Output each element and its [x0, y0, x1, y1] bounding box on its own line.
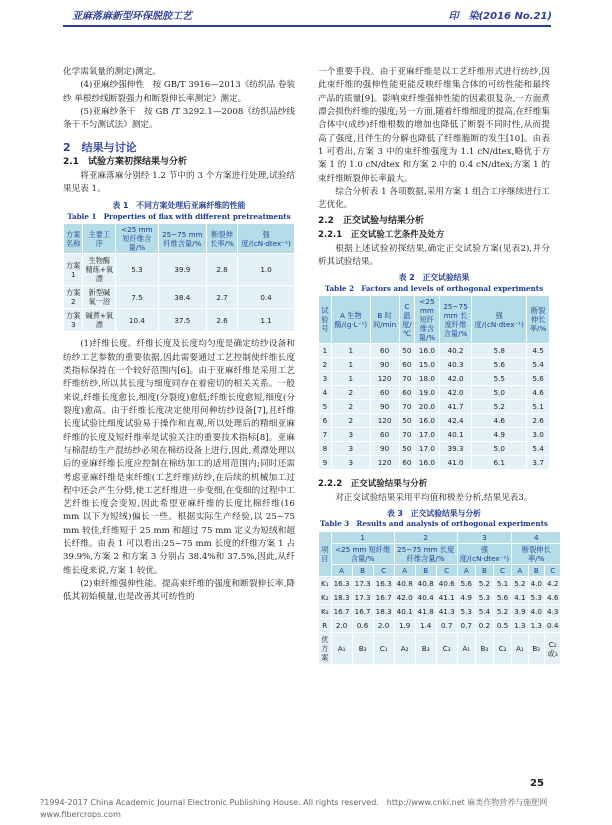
subsubsection-heading: 2.2.2 正交试验结果与分析	[318, 479, 428, 490]
table-cell: C₁	[373, 633, 394, 665]
table-cell: 18.0	[415, 372, 439, 386]
table-header-cell: A 生物酶/(g·L⁻¹)	[331, 296, 370, 344]
table-cell: 42.4	[439, 414, 472, 428]
table-cell: 2.0	[331, 619, 352, 633]
table-cell: 1	[331, 358, 370, 372]
table-cell: 16.0	[415, 414, 439, 428]
table-cell: 16.0	[415, 456, 439, 470]
table-cell: 4.9	[472, 428, 527, 442]
table-cell: 5.6	[457, 577, 475, 591]
table-cell: 4.6	[545, 591, 561, 605]
table-cell: 1.1	[238, 309, 295, 332]
running-header-title: 亚麻落麻新型环保脱胶工艺	[72, 11, 192, 22]
table-cell: 60	[370, 386, 399, 400]
table-cell: C₂	[493, 633, 511, 665]
table-cell: 39.3	[439, 442, 472, 456]
table-cell: A₁	[512, 633, 528, 665]
table-header-cell: <25 mm 短纤维含量/%	[116, 224, 158, 254]
left-column	[63, 66, 295, 605]
table-cell: 0.6	[352, 619, 373, 633]
table-cell: 5.6	[493, 591, 511, 605]
table-cell: 5	[319, 400, 332, 414]
table-cell: 37.5	[158, 309, 206, 332]
table-cell: 5.3	[475, 591, 493, 605]
table-cell: 16.7	[352, 605, 373, 619]
table-row-label: K₂	[319, 591, 332, 605]
table-cell: 5.4	[527, 442, 550, 456]
table-cell: 3.7	[527, 456, 550, 470]
table-cell: 40.6	[436, 577, 457, 591]
header-rule	[63, 25, 551, 27]
table-cell: 2	[331, 400, 370, 414]
table-cell: 5.4	[527, 358, 550, 372]
table-cell: 4.0	[528, 605, 544, 619]
table-cell: 41.1	[436, 591, 457, 605]
table-cell: 0.7	[436, 619, 457, 633]
table-header-cell: A	[512, 565, 528, 577]
table-cell: 5.6	[527, 372, 550, 386]
table-header-cell: C	[436, 565, 457, 577]
table-cell: 38.4	[158, 286, 206, 309]
table-header-cell: 2	[394, 532, 457, 544]
table-cell: 5.2	[512, 577, 528, 591]
table-cell: 17.0	[415, 428, 439, 442]
table-cell: 40.8	[394, 577, 415, 591]
table-cell: C₂或₃	[545, 633, 561, 665]
table-cell: 2.8	[207, 254, 238, 286]
table-cell: A₁	[457, 633, 475, 665]
table-cell: 5.4	[475, 605, 493, 619]
table-caption-en: Table 3 Results and analysis of orthogonal experiments	[320, 519, 548, 529]
table-cell: 5.0	[472, 442, 527, 456]
table-cell: 2.7	[207, 286, 238, 309]
table-cell: 1	[331, 372, 370, 386]
table-cell: 50	[399, 414, 415, 428]
table-cell: 18.3	[331, 591, 352, 605]
table-cell: 17.3	[352, 591, 373, 605]
table-cell: 1	[319, 344, 332, 358]
table-cell: 9	[319, 456, 332, 470]
table-cell: 方案1	[64, 254, 83, 286]
table-cell: 3	[319, 372, 332, 386]
table-cell: 16.3	[373, 577, 394, 591]
table-row	[64, 309, 295, 332]
table-header-cell: B	[352, 565, 373, 577]
table-cell: 1.3	[512, 619, 528, 633]
table-cell: 6	[319, 414, 332, 428]
table-cell: 1.4	[415, 619, 436, 633]
table-cell: 40.2	[439, 344, 472, 358]
table-cell: 0.4	[545, 619, 561, 633]
table-header-row	[319, 565, 561, 577]
table-cell: 4.3	[545, 605, 561, 619]
paragraph: 将亚麻落麻分别经 1.2 节中的 3 个方案进行处理,试验结果见表 1。	[63, 170, 295, 194]
table-header-cell: 4	[512, 532, 561, 544]
table-cell: 50	[399, 344, 415, 358]
table-cell: A₁	[331, 633, 352, 665]
paragraph: 根据上述试验初探结果,确定正交试验方案(见表2),并分析其试验结果。	[318, 243, 550, 267]
table-header-cell: A	[331, 565, 352, 577]
paragraph: 综合分析表 1 各项数据,采用方案 1 组合工序继续进行工艺优化。	[318, 186, 550, 211]
table-row	[319, 344, 550, 358]
table-cell: 7	[319, 428, 332, 442]
table-cell: 2.6	[527, 414, 550, 428]
table-row	[319, 633, 561, 665]
paragraph: (2)束纤维强伸性能。提高束纤维的强度和断裂伸长率,降低其初始模量,也是改善其可纺性的	[63, 579, 295, 603]
table-cell: 42.0	[439, 372, 472, 386]
table-cell: 方案3	[64, 309, 83, 332]
table-cell: 4.5	[527, 344, 550, 358]
table-cell: 16.7	[331, 605, 352, 619]
subsection-heading: 2.1 试验方案初探结果与分析	[63, 156, 187, 167]
table-cell: 39.9	[158, 254, 206, 286]
table-cell: 5.8	[472, 344, 527, 358]
table-3	[318, 508, 559, 665]
table-header-cell: 项目	[319, 532, 332, 577]
table-header-cell: B 时间/min	[370, 296, 399, 344]
table-cell: 18.3	[373, 605, 394, 619]
table-cell: 5.3	[457, 605, 475, 619]
table-1	[63, 201, 295, 332]
page-number: 25	[530, 778, 544, 789]
table-header-cell: B	[415, 565, 436, 577]
table-row	[319, 372, 550, 386]
table-cell: 60	[370, 344, 399, 358]
table-cell: C₃	[436, 633, 457, 665]
table-cell: 5.0	[472, 386, 527, 400]
table-cell: 90	[370, 442, 399, 456]
table-cell: 2.6	[207, 309, 238, 332]
table-cell: 120	[370, 372, 399, 386]
table-cell: 方案2	[64, 286, 83, 309]
table-cell: 17.0	[415, 442, 439, 456]
table-cell: 10.4	[116, 309, 158, 332]
table-cell: 60	[399, 358, 415, 372]
table-cell: 3	[331, 456, 370, 470]
table-cell: 新型碱氧一浴	[83, 286, 116, 309]
table-caption-cn: 表 2 正交试验结果	[398, 273, 470, 283]
table-row-label: 优方案	[319, 633, 332, 665]
table-cell: 5.6	[472, 358, 527, 372]
table-cell: 41.3	[436, 605, 457, 619]
table-cell: 1.3	[528, 619, 544, 633]
table-header-cell: C	[545, 565, 561, 577]
table-cell: 2	[319, 358, 332, 372]
table-header-cell: B	[528, 565, 544, 577]
table-cell: 3.0	[527, 428, 550, 442]
subsubsection-heading: 2.2.1 正交试验工艺条件及处方	[318, 230, 445, 241]
table-row	[319, 442, 550, 456]
table-cell: 3	[331, 442, 370, 456]
table-cell: 4.6	[472, 414, 527, 428]
table-cell: 1.9	[394, 619, 415, 633]
paragraph: 化学需氧量的测定)测定。	[63, 67, 161, 77]
table-cell: 60	[399, 386, 415, 400]
table-header-cell: A	[457, 565, 475, 577]
table-cell: 碱煮+氧漂	[83, 309, 116, 332]
table-cell: 5.1	[493, 577, 511, 591]
table-header-cell: 25~75 mm 纤维含量/%	[158, 224, 206, 254]
table-row	[319, 456, 550, 470]
table-header-cell: 25~75 mm 长度纤维含量/%	[439, 296, 472, 344]
table-cell: 0.7	[457, 619, 475, 633]
table-header-cell: 1	[331, 532, 394, 544]
table-row	[64, 286, 295, 309]
table-row	[319, 605, 561, 619]
table-caption-en: Table 2 Factors and levels of orthogonal experiments	[324, 283, 544, 293]
subsection-heading: 2.2 正交试验与结果分析	[318, 216, 424, 227]
table-cell: 41.0	[439, 456, 472, 470]
table-header-cell: 强度/(cN·dtex⁻¹)	[238, 224, 295, 254]
table-cell: 5.1	[527, 400, 550, 414]
table-cell: 4.1	[512, 591, 528, 605]
table-header-cell: 25~75 mm 长度纤维含量/%	[394, 544, 457, 565]
table-row	[319, 428, 550, 442]
table-cell: 4.0	[528, 577, 544, 591]
paragraph: 对正交试验结果采用平均值和极差分析,结果见表3。	[335, 492, 533, 503]
table-cell: B₂	[528, 633, 544, 665]
table-cell: 3	[331, 428, 370, 442]
paragraph: (5)亚麻纱条干 按 GB /T 3292.1—2008《纺织品纱线条干不匀测试法》测定。	[63, 106, 295, 131]
table3-grid	[318, 531, 561, 665]
paragraph: 一个重要手段。由于亚麻纤维是以工艺纤维形式进行纺纱,因此束纤维的强伸性能更能反映纤维集合体的可纺性能和最终产品的质量[9]。影响束纤维强伸性能的因素很复杂,一方面煮漂会损伤纤维的强度;另一方面,随着纤维细度的提高,在纤维集合体中(成纱)纤维根数的增加也降低了断裂不同时性,从而提高了强度,且伴生的分解也降低了纤维脆断的发生[10]。由表 1 可看出,方案 3 中的束纤维强度为 1.1 cN/dtex,略优于方案 1 的 1.0 cN/dtex 和方案 2 中的 0.4 cN/dtex;方案 1 的束纤维断裂伸长率最大。	[318, 67, 550, 184]
table-row	[319, 386, 550, 400]
paragraph: (1)纤维长度。纤维长度及长度均匀度是确定纺纱设备和纺纱工艺参数的重要依据,因此需要通过工艺控制使纤维长度类指标保持在一个较好范围内[6]。由于亚麻纤维是采用工艺纤维纺纱,所以其长度与细度同存在着密切的相关关系。一般来说,纤维长度愈长,细度(分裂度)愈低;纤维长度愈短,细度(分裂度)愈高。由于纤维长度决定使用何种纺纱设备[7],且纤维长度试验比细度试验易于操作和直观,所以处理后的精细亚麻纤维的长度及短纤维率是试验关注的重要技术指标[8]。亚麻与棉混纺生产混纺纱必须在棉纺设备上进行,因此,煮漂处理以后的亚麻纤维长度应控制在棉纺加工的适用范围内;同时还需考虑亚麻纤维是束纤维(工艺纤维)纺纱,在后续的机械加工过程中还会产生分劈,使工艺纤维进一步变细,在变细的过程中工艺纤维长度会变短,因此希望亚麻纤维的长度比棉纤维(16 mm 以下为短绒)偏长一些。根据实际生产经验,以 25~75 mm 较佳,纤维短于 25 mm 和超过 75 mm 定义为短绒和超长纤维。由表 1 可以看出:25~75 mm 长度的纤维方案 1 占 39.9%,方案 2 和方案 3 分别占 38.4%和 37.5%,因此,从纤维长度来说,方案 1 较优。	[63, 339, 295, 576]
table-row-label: K₃	[319, 605, 332, 619]
table-cell: 16.0	[415, 344, 439, 358]
table-cell: 7.5	[116, 286, 158, 309]
table-cell: 2.0	[373, 619, 394, 633]
table-cell: 4	[319, 386, 332, 400]
table-header-cell: C 温度/℃	[399, 296, 415, 344]
table-cell: 16.7	[373, 591, 394, 605]
table-cell: 120	[370, 414, 399, 428]
right-column	[318, 66, 559, 665]
table-cell: 0.5	[493, 619, 511, 633]
table-cell: 0.2	[475, 619, 493, 633]
table-cell: 1.0	[238, 254, 295, 286]
table-header-cell: 断裂伸长率/%	[207, 224, 238, 254]
table-header-cell: <25 mm 短纤维含量/%	[415, 296, 439, 344]
paragraph: (4)亚麻纱强伸性 按 GB/T 3916—2013《纺织品 卷装纱 单根纱线断裂强力和断裂伸长率测定》测定。	[63, 80, 296, 104]
copyright-footer: ?1994-2017 China Academic Journal Electronic Publishing House. All rights reserved. http://www.cnki.net 麻类作物营养与施肥网 www.fibercrops.com	[40, 798, 548, 820]
running-header-issue: 印 染(2016 No.21)	[448, 11, 552, 22]
table-cell: A₂	[394, 633, 415, 665]
table-cell: 17.3	[352, 577, 373, 591]
table-cell: 90	[370, 358, 399, 372]
table-cell: 41.7	[439, 400, 472, 414]
table-header-cell: 试验号	[319, 296, 332, 344]
table-row	[319, 414, 550, 428]
table-cell: 70	[399, 428, 415, 442]
table1-grid	[63, 223, 295, 332]
table-row	[319, 400, 550, 414]
table-caption-cn: 表 3 正交试验结果与分析	[387, 508, 481, 518]
table-cell: 5.2	[475, 577, 493, 591]
table-cell: 5.2	[472, 400, 527, 414]
table-cell: 40.4	[415, 591, 436, 605]
table-cell: 2	[331, 414, 370, 428]
table-header-cell: 3	[457, 532, 511, 544]
table-cell: 40.1	[394, 605, 415, 619]
table-cell: 2	[331, 386, 370, 400]
table-cell: 3.9	[512, 605, 528, 619]
table-cell: 4.9	[457, 591, 475, 605]
table-row	[319, 358, 550, 372]
table-cell: 16.3	[331, 577, 352, 591]
table-cell: 15.0	[415, 358, 439, 372]
table-cell: 120	[370, 456, 399, 470]
table-header-cell: <25 mm 短纤维含量/%	[331, 544, 394, 565]
table-row	[319, 591, 561, 605]
table-header-row	[319, 544, 561, 565]
table-2	[318, 273, 550, 470]
table-cell: 60	[370, 428, 399, 442]
table-cell: 60	[399, 456, 415, 470]
table-cell: 5.3	[116, 254, 158, 286]
table-cell: 6.1	[472, 456, 527, 470]
table-cell: 50	[399, 442, 415, 456]
table-row-label: R	[319, 619, 332, 633]
table-header-cell: 方案名称	[64, 224, 83, 254]
table-header-cell: 强度/(cN·dtex⁻¹)	[457, 544, 511, 565]
table-cell: 40.1	[439, 428, 472, 442]
table-header-cell: C	[493, 565, 511, 577]
table-header-cell: C	[373, 565, 394, 577]
table-cell: 20.0	[415, 400, 439, 414]
table-cell: 40.8	[415, 577, 436, 591]
table-cell: 4.2	[545, 577, 561, 591]
table-header-cell: A	[394, 565, 415, 577]
table-cell: 41.8	[415, 605, 436, 619]
table-cell: 19.0	[415, 386, 439, 400]
table-row	[319, 577, 561, 591]
table-row	[319, 619, 561, 633]
table-cell: 90	[370, 400, 399, 414]
table-row	[64, 254, 295, 286]
table-header-cell: 主要工序	[83, 224, 116, 254]
table-header-cell: 断裂伸长率/%	[512, 544, 561, 565]
table-cell: 42.0	[394, 591, 415, 605]
table-cell: 70	[399, 372, 415, 386]
table-caption-en: Table 1 Properties of flax with different pretreatments	[67, 211, 291, 221]
table-cell: 生物酶精练+氧漂	[83, 254, 116, 286]
table-cell: B₃	[475, 633, 493, 665]
section-heading: 2 结果与讨论	[63, 140, 137, 154]
table-header-row	[319, 532, 561, 544]
table-cell: 5.3	[528, 591, 544, 605]
table-cell: 5.5	[472, 372, 527, 386]
table-row-label: K₁	[319, 577, 332, 591]
table-cell: 40.3	[439, 358, 472, 372]
table2-grid	[318, 295, 550, 470]
table-header-cell: 断裂伸长率/%	[527, 296, 550, 344]
table-caption-cn: 表 1 不同方案处理后亚麻纤维的性能	[112, 201, 246, 211]
table-cell: 1	[331, 344, 370, 358]
table-cell: 4.6	[527, 386, 550, 400]
table-header-cell: B	[475, 565, 493, 577]
table-cell: 42.0	[439, 386, 472, 400]
table-cell: 5.2	[493, 605, 511, 619]
table-cell: 70	[399, 400, 415, 414]
table-header-cell: 强度/(cN·dtex⁻¹)	[472, 296, 527, 344]
table-cell: B₃	[415, 633, 436, 665]
table-cell: 8	[319, 442, 332, 456]
table-cell: B₃	[352, 633, 373, 665]
table-cell: 0.4	[238, 286, 295, 309]
